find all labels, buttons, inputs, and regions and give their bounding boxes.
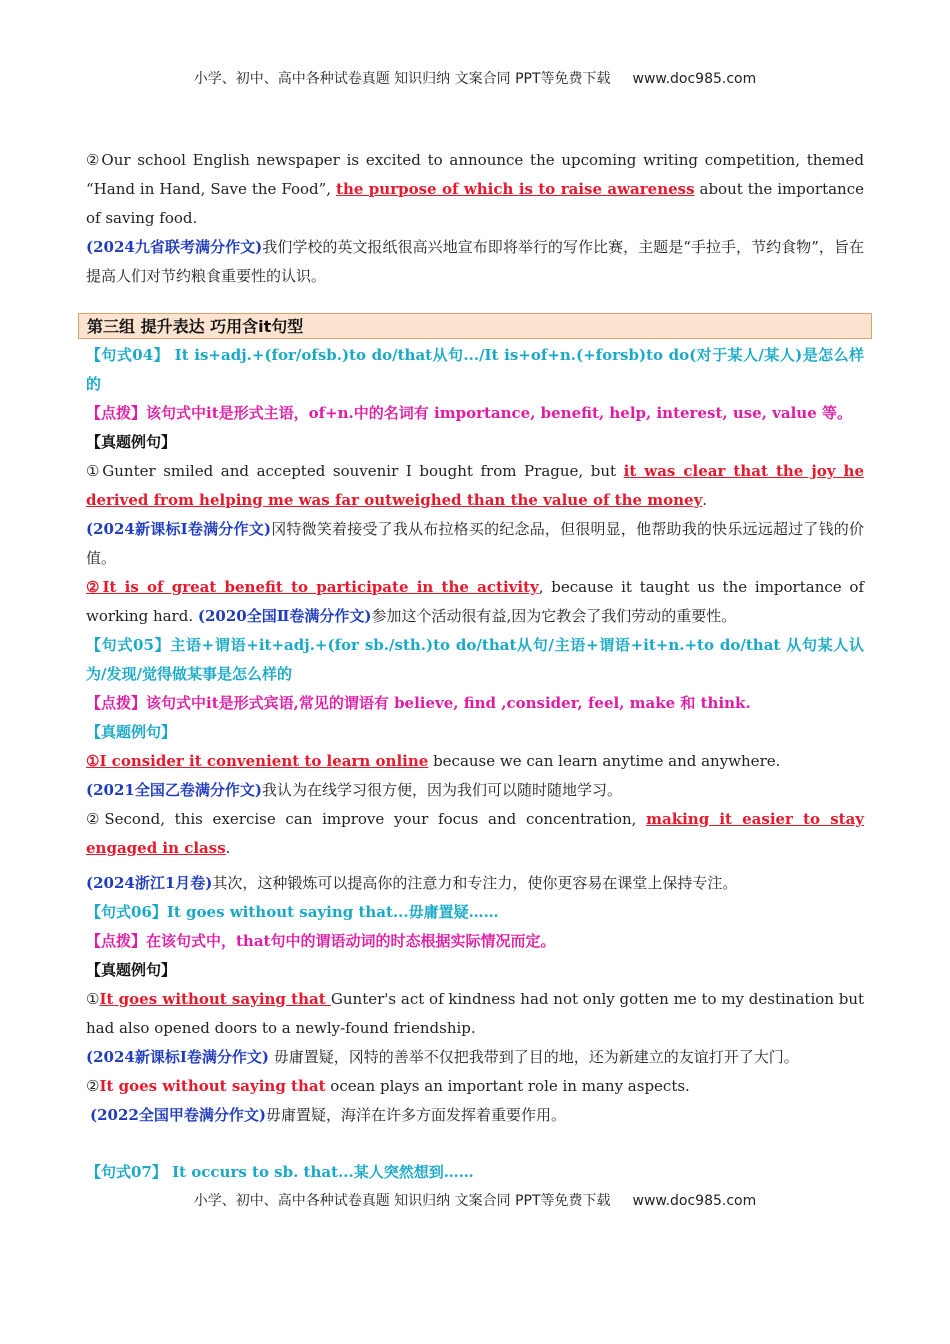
highlighted-phrase: ②It is of great benefit to participate in the activity (86, 578, 539, 596)
example-text: . (225, 839, 231, 857)
example-paragraph (86, 805, 864, 863)
example-text: about the importance of saving food. (86, 180, 864, 227)
example-paragraph (86, 573, 864, 631)
section-heading: 第三组 提升表达 巧用含it句型 (78, 313, 872, 339)
example-paragraph (86, 985, 864, 1043)
example-paragraph (86, 457, 864, 515)
highlighted-phrase: the purpose of which is to raise awareness (336, 180, 695, 198)
page-header (0, 68, 950, 88)
pattern-06: 【句式06】It goes without saying that...毋庸置疑…… (86, 903, 499, 921)
source-label: (2024浙江1月卷) (86, 874, 213, 892)
page-footer (0, 1190, 950, 1210)
source-label: (2021全国乙卷满分作文) (86, 781, 262, 799)
pattern-07: 【句式07】 It occurs to sb. that...某人突然想到…… (86, 1163, 474, 1181)
tip-05: 【点拨】该句式中it是形式宾语,常见的谓语有 believe, find ,consider, feel, make 和 think. (86, 694, 751, 712)
example-label: 【真题例句】 (86, 723, 177, 741)
spacer (86, 1130, 864, 1158)
highlighted-phrase: It goes without saying that (99, 990, 331, 1008)
document-body (86, 146, 864, 1187)
translation-paragraph (86, 776, 864, 805)
source-label: (2022全国甲卷满分作文) (90, 1106, 266, 1124)
translation-paragraph (86, 515, 864, 573)
highlighted-phrase: making it easier to stay engaged in class (86, 810, 865, 857)
chinese-translation: 我们学校的英文报纸很高兴地宣布即将举行的写作比赛，主题是“手拉手，节约食物”，旨在提高人们对节约粮食重要性的认识。 (86, 238, 864, 285)
highlighted-phrase: it was clear that the joy he derived from helping me was far outweighed than the value of the money (86, 462, 864, 509)
example-text: Gunter's act of kindness had not only gotten me to my destination but had also opened doors to a newly-found friendship. (86, 990, 865, 1037)
example-text: ②Our school English newspaper is excited to announce the upcoming writing competition, themed “Hand in Hand, Save the Food”, (86, 151, 864, 198)
translation-paragraph (86, 1101, 864, 1130)
example-label: 【真题例句】 (86, 433, 177, 451)
example-text: , because it taught us the importance of working hard. (86, 578, 864, 625)
chinese-translation: 其次，这种锻炼可以提高你的注意力和专注力，使你更容易在课堂上保持专注。 (212, 874, 738, 892)
header-url[interactable]: www.doc985.com (632, 71, 757, 87)
example-text: ①Gunter smiled and accepted souvenir I bought from Prague, but (86, 462, 624, 480)
pattern-05: 【句式05】主语+谓语+it+adj.+(for sb./sth.)to do/that从句/主语+谓语+it+n.+to do/that 从句某人认为/发现/觉得做某事是怎么样的 (86, 636, 864, 683)
source-label: (2024新课标I卷满分作文) (86, 520, 272, 538)
tip-06: 【点拨】在该句式中，that句中的谓语动词的时态根据实际情况而定。 (86, 932, 556, 950)
tip-04: 【点拨】该句式中it是形式主语，of+n.中的名词有 importance, benefit, help, interest, use, value 等。 (86, 404, 852, 422)
chinese-translation: 我认为在线学习很方便，因为我们可以随时随地学习。 (261, 781, 622, 799)
chinese-translation: 毋庸置疑，冈特的善举不仅把我带到了目的地，还为新建立的友谊打开了大门。 (268, 1048, 799, 1066)
header-text: 小学、初中、高中各种试卷真题 知识归纳 文案合同 PPT等免费下载 (193, 71, 611, 87)
translation-paragraph (86, 1043, 864, 1072)
source-label: (2020全国Ⅱ卷满分作文) (197, 607, 372, 625)
footer-url[interactable]: www.doc985.com (632, 1193, 757, 1209)
pattern-04: 【句式04】 It is+adj.+(for/ofsb.)to do/that从句.../It is+of+n.(+forsb)to do(对于某人/某人)是怎么样的 (86, 346, 864, 393)
chinese-translation: 毋庸置疑，海洋在许多方面发挥着重要作用。 (265, 1106, 566, 1124)
footer-text: 小学、初中、高中各种试卷真题 知识归纳 文案合同 PPT等免费下载 (193, 1193, 611, 1209)
chinese-translation: 冈特微笑着接受了我从布拉格买的纪念品，但很明显，他帮助我的快乐远远超过了钱的价值。 (86, 520, 864, 567)
source-label: (2024新课标I卷满分作文) (86, 1048, 269, 1066)
example-text: ocean plays an important role in many aspects. (325, 1077, 690, 1095)
source-label: (2024九省联考满分作文) (86, 238, 263, 256)
example-text: . (702, 491, 708, 509)
example-number: ② (86, 1077, 100, 1095)
translation-paragraph (86, 869, 864, 898)
example-number: ① (86, 990, 100, 1008)
highlighted-phrase: It goes without saying that (99, 1077, 326, 1095)
example-text: because we can learn anytime and anywhere. (428, 752, 781, 770)
chinese-translation: 参加这个活动很有益,因为它教会了我们劳动的重要性。 (371, 607, 737, 625)
example-paragraph (86, 146, 864, 233)
example-label: 【真题例句】 (86, 961, 177, 979)
example-text: ②Second, this exercise can improve your focus and concentration, (86, 810, 647, 828)
translation-paragraph (86, 233, 864, 291)
highlighted-phrase: ①I consider it convenient to learn online (86, 752, 429, 770)
example-paragraph (86, 747, 864, 776)
example-paragraph (86, 1072, 864, 1101)
